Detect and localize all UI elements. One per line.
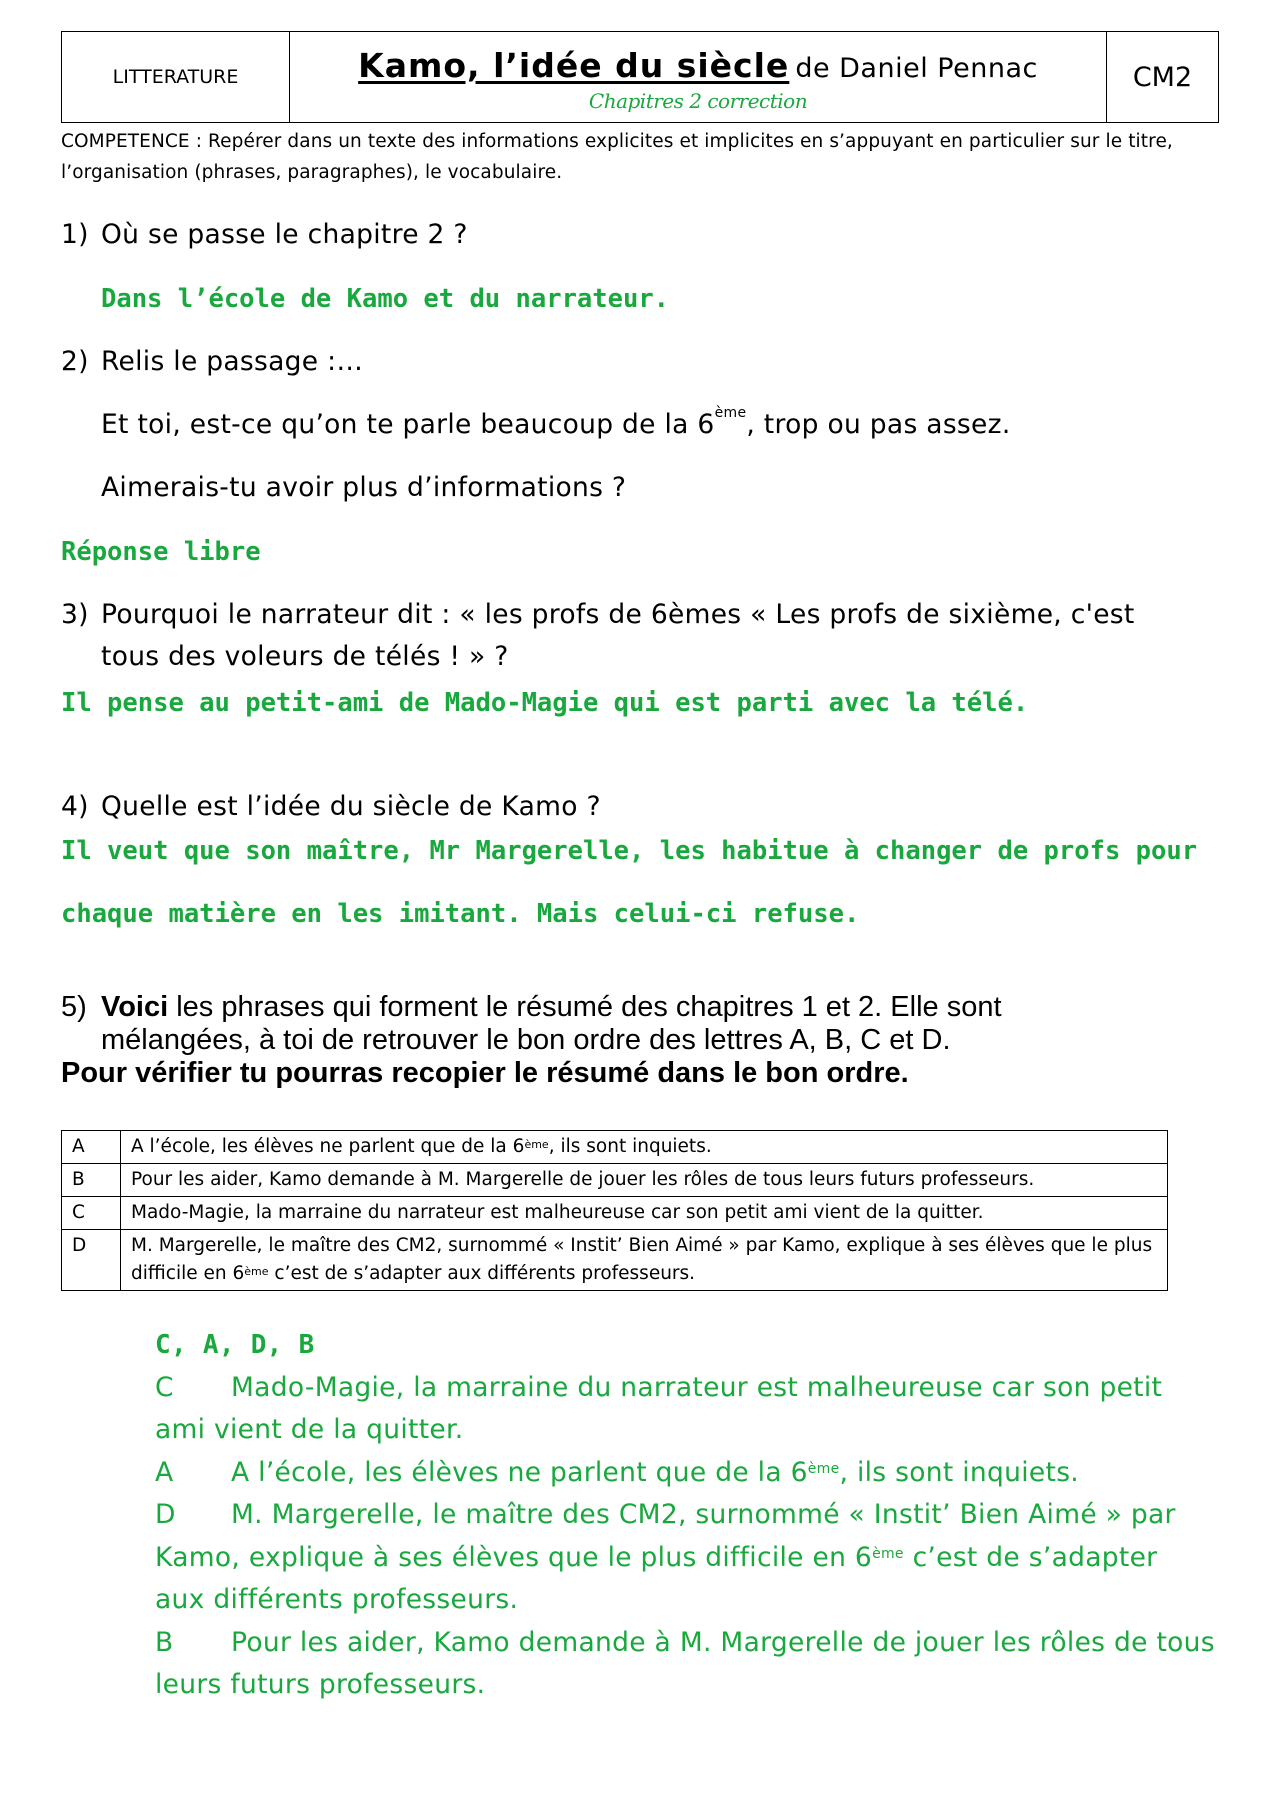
answer-2: Réponse libre [61, 537, 261, 567]
answer-item [155, 1367, 1215, 1452]
superscript: ème [244, 1265, 269, 1278]
row-text: Pour les aider, Kamo demande à M. Margerelle de jouer les rôles de tous leurs futurs professeurs. [121, 1164, 1168, 1197]
question-text: les phrases qui forment le résumé des chapitres 1 et 2. Elle sont [168, 991, 1002, 1023]
answer-item-text: A l’école, les élèves ne parlent que de la 6 [231, 1456, 808, 1488]
answer-4-line-2: chaque matière en les imitant. Mais celui-ci refuse. [61, 899, 860, 929]
answer-item-letter: D [155, 1499, 176, 1530]
row-text-part: M. Margerelle, le maître des CM2, surnommé « Instit’ Bien Aimé » par Kamo, explique à ses élèves que le plus difficile en 6 [131, 1235, 1153, 1284]
row-text-part: , ils sont inquiets. [548, 1136, 712, 1157]
answer-item-text: , ils sont inquiets. [839, 1456, 1080, 1488]
table-row [62, 1131, 1168, 1164]
answer-item-text: Pour les aider, Kamo demande à M. Margerelle de jouer les rôles de tous leurs futurs professeurs. [155, 1626, 1215, 1700]
question-4 [61, 791, 601, 822]
question-number: 4) [61, 791, 89, 822]
answer-4-line-1: Il veut que son maître, Mr Margerelle, les habitue à changer de profs pour [61, 836, 1198, 866]
question-3 [61, 599, 1135, 630]
row-letter: C [62, 1197, 121, 1230]
answer-item-letter: B [155, 1626, 174, 1658]
answer-5 [155, 1324, 1215, 1707]
answer-item-text: c’est de s’adapter aux différents professeurs. [155, 1541, 1158, 1615]
table-row [62, 1197, 1168, 1230]
table-row [62, 1164, 1168, 1197]
passage-text: , trop ou pas assez. [746, 409, 1011, 440]
question-text: Relis le passage :… [101, 346, 364, 377]
question-3-line-2: tous des voleurs de télés ! » ? [101, 641, 509, 672]
row-text [121, 1131, 1168, 1164]
question-number: 2) [61, 346, 89, 377]
answer-item [155, 1452, 1215, 1495]
question-2 [61, 346, 363, 377]
table-row [62, 1230, 1168, 1291]
row-text-part: c’est de s’adapter aux différents professeurs. [268, 1263, 696, 1284]
header-table [61, 31, 1219, 123]
answer-item-text: Mado-Magie, la marraine du narrateur est malheureuse car son petit ami vient de la quitter. [155, 1371, 1163, 1445]
row-text: Mado-Magie, la marraine du narrateur est malheureuse car son petit ami vient de la quitter. [121, 1197, 1168, 1230]
instruction-bold: Pour vérifier tu pourras recopier le résumé dans le bon ordre. [61, 1057, 909, 1089]
answer-item-letter: A [155, 1456, 174, 1488]
answer-1: Dans l’école de Kamo et du narrateur. [101, 284, 670, 314]
question-text: Pourquoi le narrateur dit : « les profs de 6èmes « Les profs de sixième, c'est [101, 599, 1135, 630]
passage-line-1 [101, 405, 1011, 440]
passage-text: Et toi, est-ce qu’on te parle beaucoup de la 6 [101, 409, 715, 440]
subtitle: Chapitres 2 correction [588, 89, 808, 113]
subject-cell: LITTERATURE [62, 32, 290, 122]
competence-text: COMPETENCE : Repérer dans un texte des informations explicites et implicites en s’appuyant en particulier sur le titre, l’organisation (phrases, paragraphes), le vocabulaire. [61, 131, 1173, 183]
superscript: ème [714, 405, 747, 421]
summary-table [61, 1130, 1168, 1291]
question-number: 3) [61, 599, 89, 630]
question-5 [61, 991, 1211, 1090]
answer-item [155, 1494, 1215, 1622]
question-text: Où se passe le chapitre 2 ? [101, 219, 468, 250]
title-cell [290, 32, 1107, 122]
answer-3: Il pense au petit-ami de Mado-Magie qui est parti avec la télé. [61, 688, 1029, 718]
question-text-line-2: mélangées, à toi de retrouver le bon ordre des lettres A, B, C et D. [101, 1024, 951, 1056]
level-cell: CM2 [1132, 61, 1193, 93]
row-letter: B [62, 1164, 121, 1197]
question-text: Quelle est l’idée du siècle de Kamo ? [101, 791, 601, 822]
answer-item-letter: C [155, 1371, 174, 1403]
book-title: Kamo, l’idée du siècle [358, 46, 790, 85]
author: de Daniel Pennac [795, 53, 1038, 84]
answer-item-text: M. Margerelle, le maître des CM2, surnommé « Instit’ Bien Aimé » par Kamo, explique à ses élèves que le plus difficile en 6 [155, 1499, 1176, 1573]
row-letter: A [62, 1131, 121, 1164]
answer-order: C, A, D, B [155, 1330, 315, 1360]
row-letter: D [62, 1230, 121, 1291]
superscript: ème [807, 1460, 840, 1477]
question-1 [61, 219, 468, 250]
question-number: 1) [61, 219, 89, 250]
question-number: 5) [61, 991, 87, 1023]
row-text-part: A l’école, les élèves ne parlent que de la 6 [131, 1136, 525, 1157]
row-text [121, 1230, 1168, 1291]
bold-word: Voici [101, 991, 169, 1023]
answer-item [155, 1622, 1215, 1707]
superscript: ème [872, 1545, 904, 1562]
superscript: ème [524, 1138, 549, 1151]
passage-line-2: Aimerais-tu avoir plus d’informations ? [101, 472, 627, 503]
